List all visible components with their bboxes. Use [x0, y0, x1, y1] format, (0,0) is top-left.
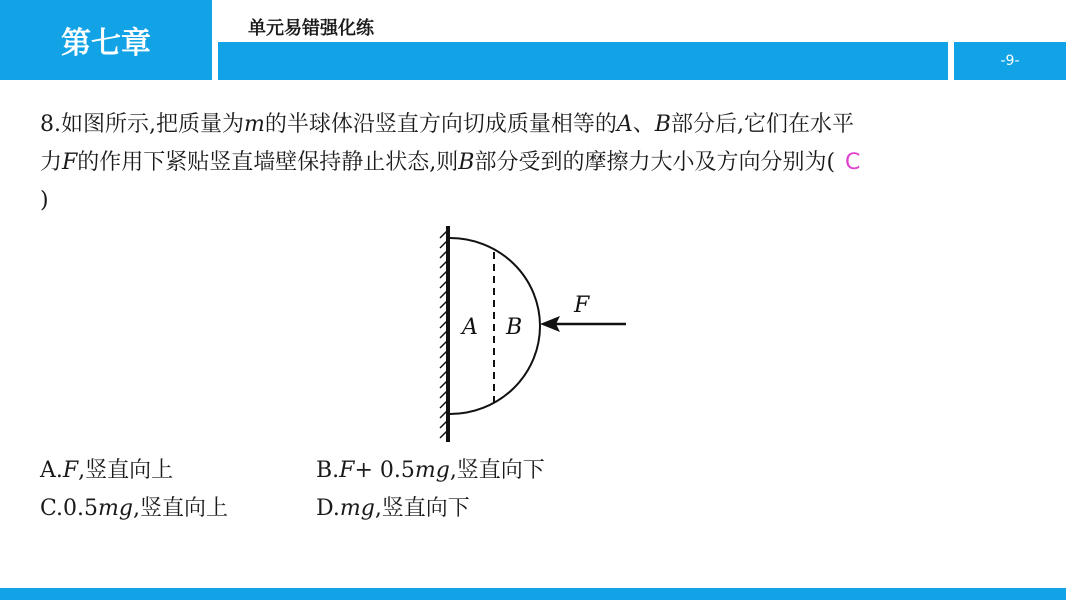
option-text: ,竖直向上 [78, 458, 174, 483]
var-f: F [62, 458, 79, 483]
answer-letter: C [845, 150, 861, 175]
question-line-3 [40, 182, 1040, 220]
question-text [40, 106, 1040, 220]
question-fragment: 的半球体沿竖直方向切成质量相等的 [264, 112, 617, 137]
var-f: F [339, 458, 355, 483]
question-fragment: 如图所示,把质量为 [61, 112, 244, 137]
question-fragment: 部分后,它们在水平 [670, 112, 854, 137]
question-fragment: ) [40, 188, 49, 213]
option-prefix: C.0.5 [40, 496, 99, 521]
var-a: A [616, 112, 633, 137]
option-b [316, 452, 545, 490]
bottom-bar [0, 588, 1066, 600]
options [40, 452, 740, 528]
chapter-title [0, 0, 212, 80]
question-fragment: 的作用下紧贴竖直墙壁保持静止状态,则 [77, 150, 459, 175]
option-text: ,竖直向下 [374, 496, 470, 521]
option-row [40, 452, 740, 490]
var-b: B [654, 112, 671, 137]
question-line-1 [40, 106, 1040, 144]
section-title: 单元易错强化练 [248, 18, 374, 39]
page-number-box [954, 42, 1066, 80]
var-m: m [244, 112, 265, 137]
page-number: -9- [1000, 53, 1020, 69]
chapter-label: 第七章 [61, 26, 151, 61]
question-number: 8. [40, 112, 61, 137]
option-c [40, 490, 316, 528]
option-text: + 0.5 [354, 458, 415, 483]
hemisphere-diagram [428, 222, 638, 446]
option-prefix: B. [316, 458, 340, 483]
option-text: ,竖直向下 [449, 458, 545, 483]
option-prefix: A. [40, 458, 63, 483]
question-fragment: 力 [40, 150, 63, 175]
option-row [40, 490, 740, 528]
var-b: B [458, 150, 475, 175]
var-mg: mg [414, 458, 450, 483]
question-line-2 [40, 144, 1040, 182]
label-a: A [462, 315, 478, 340]
option-a [40, 452, 316, 490]
question-fragment: 、 [632, 112, 655, 137]
option-d [316, 490, 470, 528]
var-mg: mg [98, 496, 133, 521]
question-fragment: 部分受到的摩擦力大小及方向分别为( [474, 150, 836, 175]
var-mg: mg [339, 496, 375, 521]
label-b: B [506, 315, 523, 340]
option-text: ,竖直向上 [132, 496, 228, 521]
var-f: F [62, 150, 78, 175]
header-bar [218, 42, 948, 80]
option-prefix: D. [316, 496, 340, 521]
label-f: F [574, 293, 590, 318]
hemisphere-figure [428, 222, 638, 446]
